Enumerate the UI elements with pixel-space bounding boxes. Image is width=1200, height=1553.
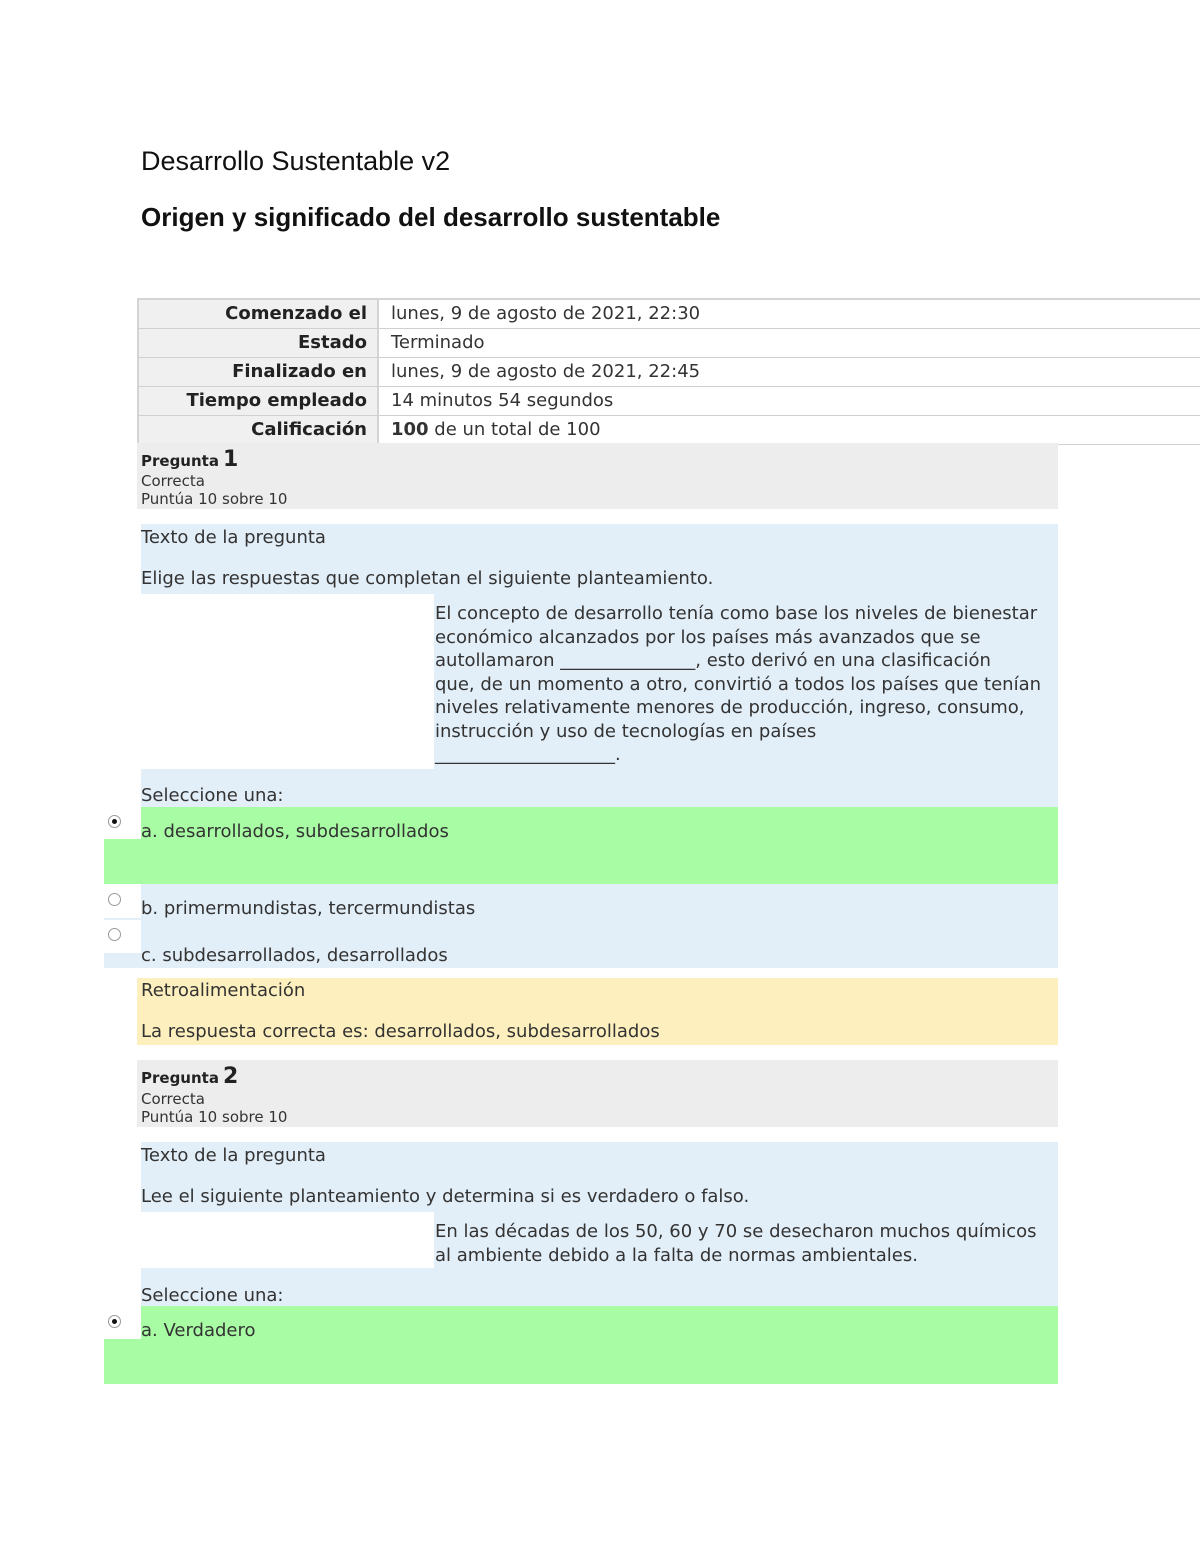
radio-button-option-c[interactable]: [108, 928, 121, 941]
summary-value: [379, 416, 1200, 444]
statement-line: económico alcanzados por los países más avanzados que se: [435, 626, 981, 648]
summary-label: Calificación: [137, 416, 379, 444]
summary-value: Terminado: [379, 329, 1200, 357]
summary-label: Comenzado el: [137, 300, 379, 328]
statement-line: En las décadas de los 50, 60 y 70 se desecharon muchos químicos: [435, 1221, 1037, 1242]
question-status: Correcta: [141, 1090, 205, 1108]
question-number-value: 2: [222, 1064, 239, 1089]
radio-button-selected[interactable]: [108, 815, 121, 828]
feedback-text: La respuesta correcta es: desarrollados, subdesarrollados: [141, 1021, 660, 1042]
radio-button-option-b[interactable]: [108, 893, 121, 906]
question-info-1: [137, 443, 1058, 509]
document-title: Desarrollo Sustentable v2: [141, 146, 451, 176]
select-prompt: Seleccione una:: [141, 1285, 284, 1306]
question-score: Puntúa 10 sobre 10: [141, 490, 288, 508]
question-number: [141, 1064, 238, 1089]
summary-row-state: [137, 329, 1200, 358]
feedback-heading: Retroalimentación: [141, 980, 306, 1001]
statement-line: niveles relativamente menores de producción, ingreso, consumo,: [435, 697, 1025, 718]
question-status: Correcta: [141, 472, 205, 490]
summary-row-finished: [137, 358, 1200, 387]
summary-label: Estado: [137, 329, 379, 357]
answer-option-a[interactable]: [104, 1306, 1058, 1384]
statement-line: autollamaron _______________, esto derivó en una clasificación: [435, 650, 991, 671]
question-info-2: [137, 1060, 1058, 1127]
grade-total: de un total de 100: [428, 419, 601, 440]
summary-label: Tiempo empleado: [137, 387, 379, 415]
question-statement: [435, 602, 1041, 767]
question-number: [141, 447, 238, 472]
question-instruction: Elige las respuestas que completan el siguiente planteamiento.: [141, 568, 714, 589]
answer-option-label: a. Verdadero: [141, 1320, 256, 1341]
question-text-heading: Texto de la pregunta: [141, 1145, 326, 1166]
statement-line: ____________________.: [435, 744, 621, 765]
question-statement: [435, 1220, 1037, 1267]
question-label: Pregunta: [141, 1069, 219, 1087]
summary-row-grade: [137, 416, 1200, 445]
question-score: Puntúa 10 sobre 10: [141, 1108, 288, 1126]
answer-option-label: a. desarrollados, subdesarrollados: [141, 821, 449, 842]
summary-label: Finalizado en: [137, 358, 379, 386]
statement-line: al ambiente debido a la falta de normas ambientales.: [435, 1244, 918, 1266]
attempt-summary-table: [137, 298, 1200, 445]
grade-value: 100: [391, 419, 429, 440]
answer-option-c-label[interactable]: c. subdesarrollados, desarrollados: [141, 945, 448, 966]
answer-option-b-label[interactable]: b. primermundistas, tercermundistas: [141, 898, 476, 919]
answer-option-a[interactable]: [104, 807, 1058, 884]
summary-value: lunes, 9 de agosto de 2021, 22:45: [379, 358, 1200, 386]
select-prompt: Seleccione una:: [141, 785, 284, 806]
summary-value: lunes, 9 de agosto de 2021, 22:30: [379, 300, 1200, 328]
question-label: Pregunta: [141, 452, 219, 470]
statement-line: instrucción y uso de tecnologías en países: [435, 720, 817, 742]
question-text-heading: Texto de la pregunta: [141, 527, 326, 548]
question-instruction: Lee el siguiente planteamiento y determina si es verdadero o falso.: [141, 1186, 750, 1207]
radio-button-selected[interactable]: [108, 1315, 121, 1328]
summary-row-time-taken: [137, 387, 1200, 416]
question-number-value: 1: [222, 447, 239, 472]
document-subtitle: Origen y significado del desarrollo sustentable: [141, 202, 721, 232]
statement-line: que, de un momento a otro, convirtió a todos los países que tenían: [435, 673, 1042, 695]
statement-line: El concepto de desarrollo tenía como base los niveles de bienestar: [435, 603, 1038, 624]
summary-value: 14 minutos 54 segundos: [379, 387, 1200, 415]
summary-row-started: [137, 300, 1200, 329]
